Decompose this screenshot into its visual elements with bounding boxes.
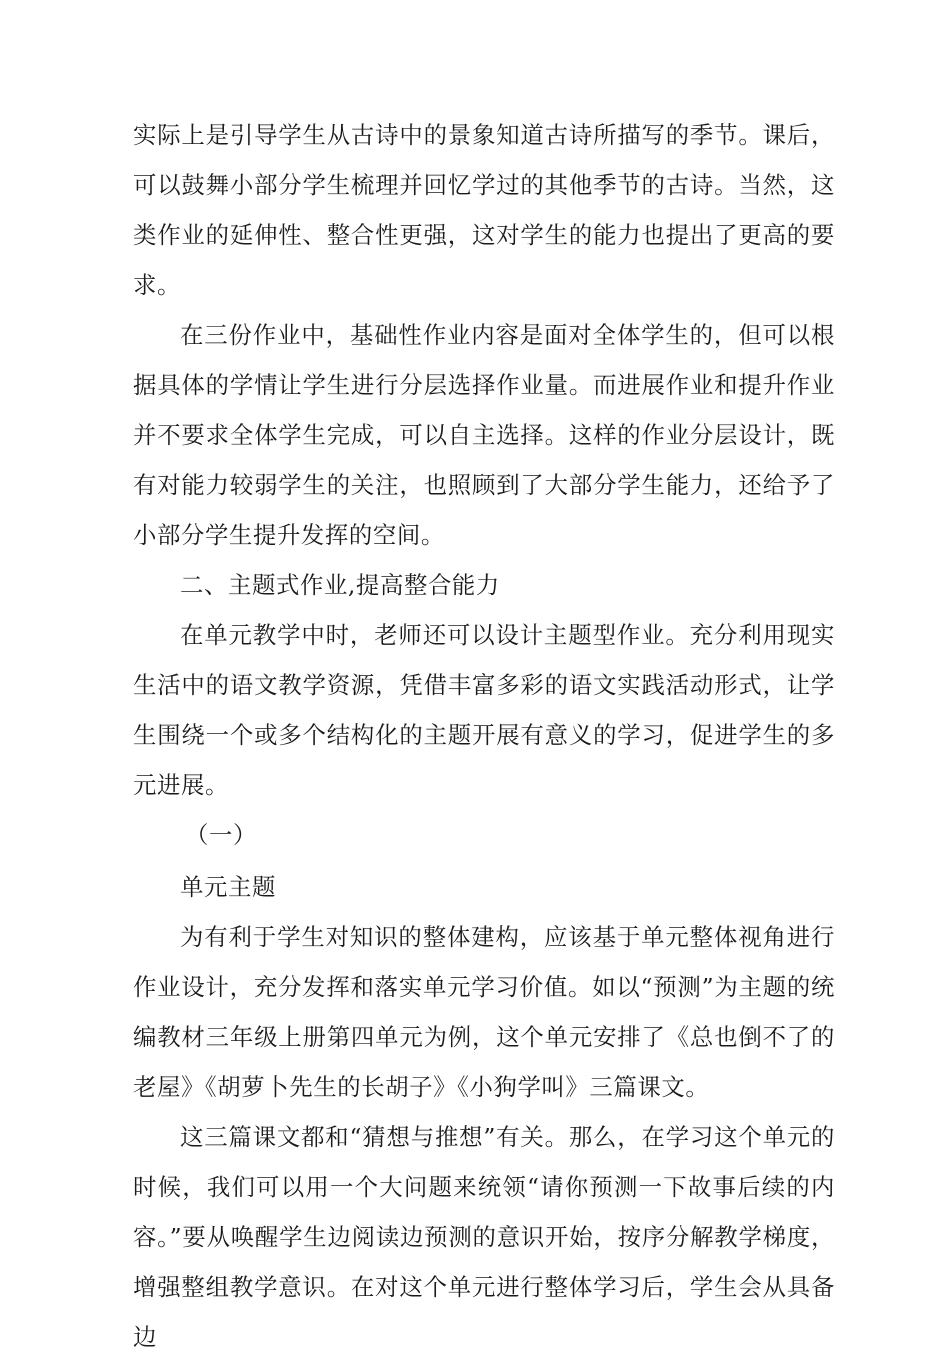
subsection-number: （一） bbox=[185, 821, 257, 849]
section-heading: 二、主题式作业,提高整合能力 bbox=[180, 571, 500, 599]
paragraph-layered-homework: 在三份作业中，基础性作业内容是面对全体学生的，但可以根据具体的学情让学生进行分层选择作业量。而进展作业和提升作业并不要求全体学生完成，可以自主选择。这样的作业分层设计，既有对能力较弱学生的关注，也照顾到了大部分学生能力，还给予了小部分学生提升发挥的空间。 bbox=[133, 321, 835, 549]
paragraph-theme-homework: 在单元教学中时，老师还可以设计主题型作业。充分利用现实生活中的语文教学资源，凭借丰富多彩的语文实践活动形式，让学生围绕一个或多个结构化的主题开展有意义的学习，促进学生的多元进展。 bbox=[133, 621, 835, 799]
paragraph-continuation: 实际上是引导学生从古诗中的景象知道古诗所描写的季节。课后，可以鼓舞小部分学生梳理并回忆学过的其他季节的古诗。当然，这类作业的延伸性、整合性更强，这对学生的能力也提出了更高的要求。 bbox=[133, 121, 835, 299]
paragraph-prediction: 这三篇课文都和“猜想与推想”有关。那么，在学习这个单元的时候，我们可以用一个大问题来统领“请你预测一下故事后续的内容。”要从唤醒学生边阅读边预测的意识开始，按序分解教学梯度，增强整组教学意识。在对这个单元进行整体学习后，学生会从具备边 bbox=[133, 1123, 835, 1351]
paragraph-unit-theme: 为有利于学生对知识的整体建构，应该基于单元整体视角进行作业设计，充分发挥和落实单元学习价值。如以“预测”为主题的统编教材三年级上册第四单元为例，这个单元安排了《总也倒不了的老屋》《胡萝卜先生的长胡子》《小狗学叫》三篇课文。 bbox=[133, 923, 835, 1101]
subsection-title: 单元主题 bbox=[180, 873, 276, 901]
document-page bbox=[133, 110, 835, 1362]
